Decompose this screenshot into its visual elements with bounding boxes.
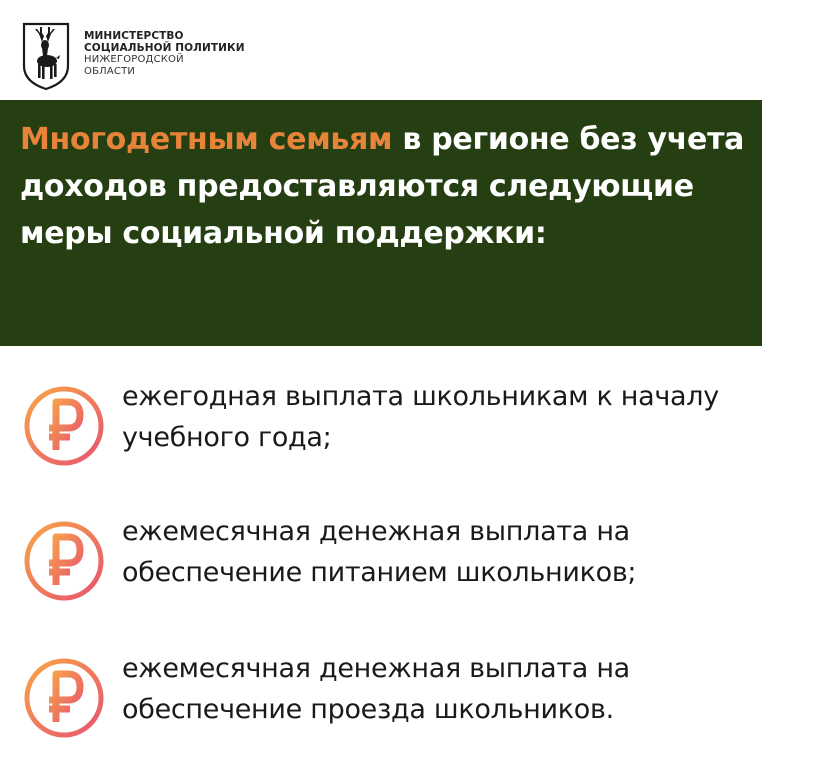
deer-crest-icon [18, 20, 74, 92]
ministry-line-2: СОЦИАЛЬНОЙ ПОЛИТИКИ [84, 42, 245, 54]
measure-text: ежегодная выплата школьникам к началу учебного года; [122, 381, 719, 453]
ministry-name [84, 30, 245, 78]
measure-text: ежемесячная денежная выплата на обеспечение проезда школьников. [122, 653, 630, 725]
ministry-line-3: НИЖЕГОРОДСКОЙ [84, 54, 184, 65]
ruble-icon [22, 519, 106, 603]
ruble-icon [22, 656, 106, 740]
list-item [22, 376, 812, 476]
ministry-line-4: ОБЛАСТИ [84, 66, 136, 77]
headline [20, 116, 750, 257]
ministry-line-1: МИНИСТЕРСТВО [84, 30, 184, 42]
ruble-icon [22, 384, 106, 468]
headline-rest: в регионе без учета доходов предоставляются следующие меры социальной поддержки: [20, 122, 745, 251]
list-item [22, 511, 812, 611]
measure-text: ежемесячная денежная выплата на обеспечение питанием школьников; [122, 516, 637, 588]
list-item [22, 648, 812, 748]
header [18, 20, 245, 92]
headline-highlight: Многодетным семьям [20, 122, 393, 157]
headline-banner [0, 100, 762, 346]
